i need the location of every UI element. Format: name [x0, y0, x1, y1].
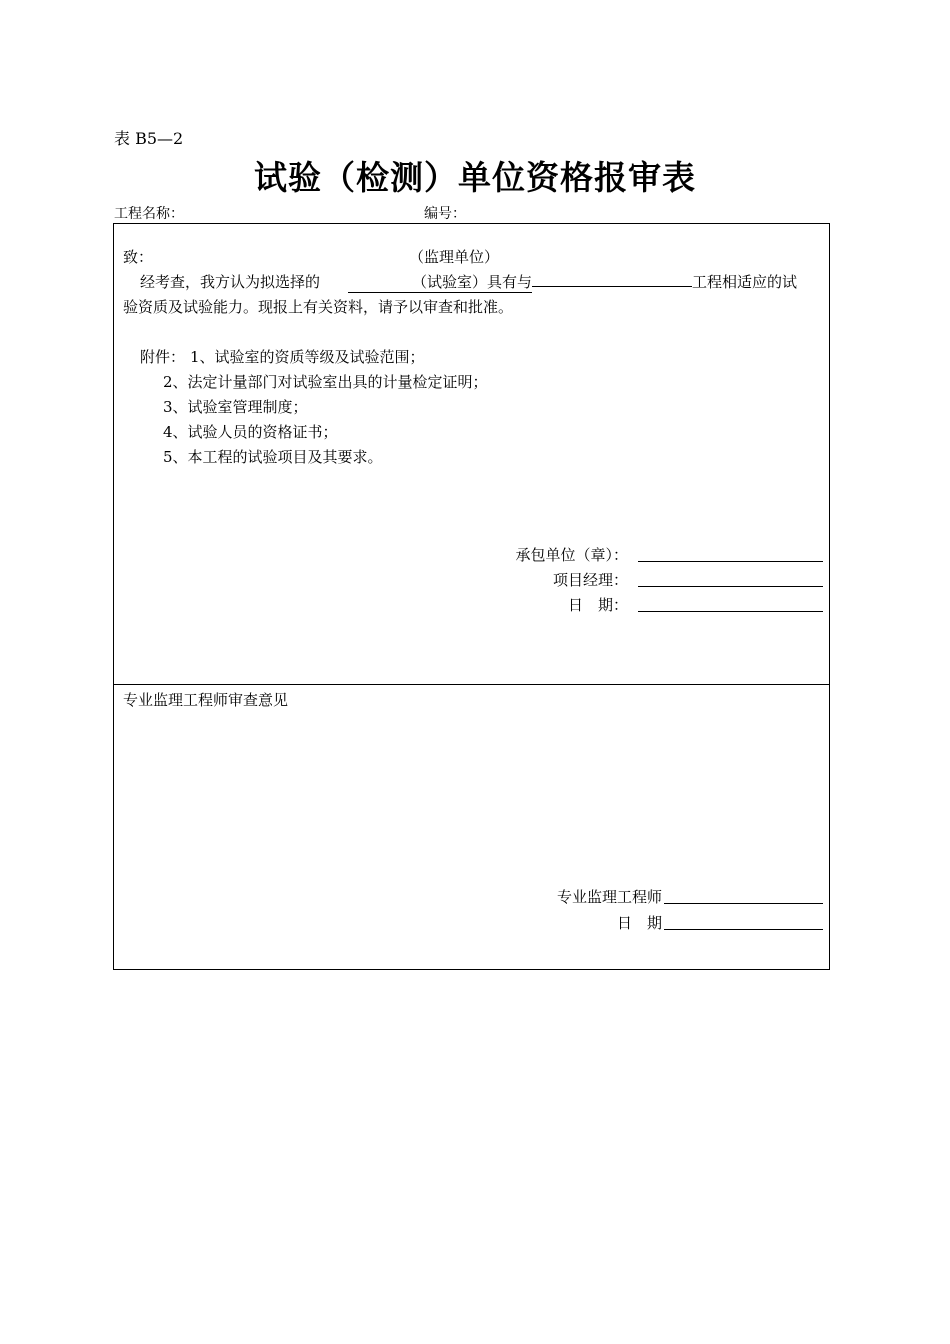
- attachment-item: 4、试验人员的资格证书；: [163, 423, 338, 441]
- manager-signature-line[interactable]: [638, 586, 823, 587]
- lab-label: （试验室）具有与: [348, 271, 532, 293]
- manager-label: 项目经理：: [552, 571, 628, 589]
- attachment-item: 2、法定计量部门对试验室出具的计量检定证明；: [163, 373, 488, 391]
- application-body-line2: 验资质及试验能力。现报上有关资料，请予以审查和批准。: [123, 298, 514, 316]
- project-blank[interactable]: [532, 272, 692, 287]
- form-table: [113, 223, 830, 970]
- to-label: 致：: [123, 248, 154, 266]
- section-divider: [113, 684, 830, 685]
- review-date-line[interactable]: [664, 929, 823, 930]
- date-label: 日 期：: [567, 596, 628, 614]
- date-line[interactable]: [638, 611, 823, 612]
- attachments-label: 附件：: [140, 348, 186, 366]
- attachment-item: 1、试验室的资质等级及试验范围；: [190, 348, 425, 366]
- application-body-line1: [140, 271, 797, 293]
- body-part1: 经考查，我方认为拟选择的: [140, 273, 321, 291]
- engineer-label: 专业监理工程师: [556, 888, 662, 906]
- project-name-label: 工程名称：: [114, 206, 184, 222]
- review-date-label: 日 期: [616, 914, 662, 932]
- page-title: 试验（检测）单位资格报审表: [254, 158, 696, 197]
- attachment-item: 3、试验室管理制度；: [163, 398, 308, 416]
- attachment-item: 5、本工程的试验项目及其要求。: [163, 448, 383, 466]
- supervisor-unit-label: （监理单位）: [409, 248, 500, 266]
- form-number: 表 B5—2: [114, 129, 184, 148]
- review-heading: 专业监理工程师审查意见: [123, 691, 289, 709]
- contractor-signature-line[interactable]: [638, 561, 823, 562]
- contractor-label: 承包单位（章）：: [515, 546, 628, 564]
- body-part2: 工程相适应的试: [692, 273, 798, 291]
- engineer-signature-line[interactable]: [664, 903, 823, 904]
- serial-number-label: 编号：: [424, 206, 466, 222]
